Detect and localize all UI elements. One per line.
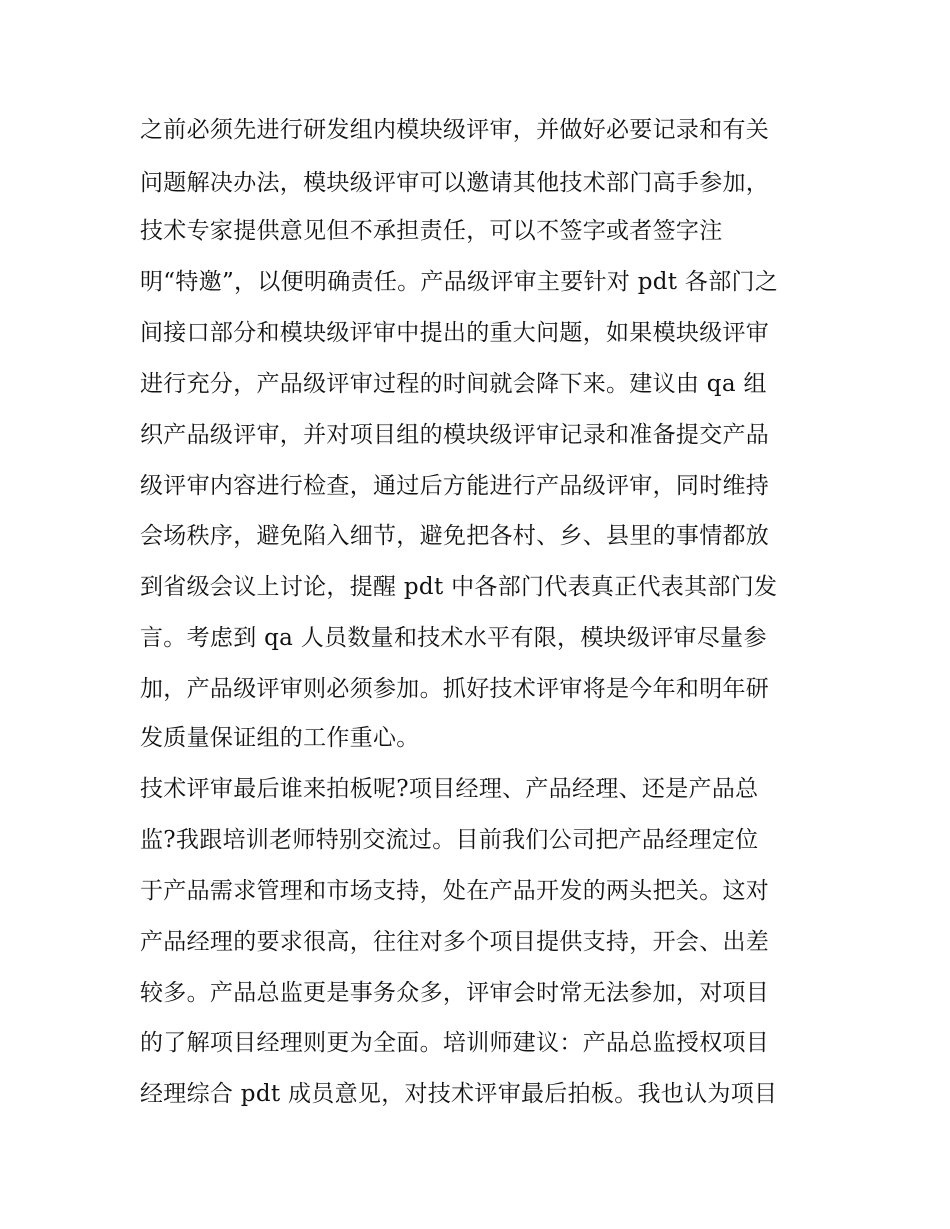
text-line: 较多。产品总监更是事务众多，评审会时常无法参加，对项目 <box>140 980 770 1006</box>
text-line: 言。考虑到 qa 人员数量和技术水平有限，模块级评审尽量参 <box>140 625 767 651</box>
text-line: 产品经理的要求很高，往往对多个项目提供支持，开会、出差 <box>140 929 770 955</box>
text-line: 进行充分，产品级评审过程的时间就会降下来。建议由 qa 组 <box>140 371 767 397</box>
text-line: 加，产品级评审则必须参加。抓好技术评审将是今年和明年研 <box>140 676 770 702</box>
text-line: 会场秩序，避免陷入细节，避免把各村、乡、县里的事情都放 <box>140 523 770 549</box>
text-line: 发质量保证组的工作重心。 <box>140 725 420 751</box>
text-line: 监?我跟培训老师特别交流过。目前我们公司把产品经理定位 <box>140 827 759 853</box>
text-line: 的了解项目经理则更为全面。培训师建议：产品总监授权项目 <box>140 1030 770 1056</box>
text-line: 问题解决办法，模块级评审可以邀请其他技术部门高手参加， <box>140 170 770 196</box>
text-line: 经理综合 pdt 成员意见，对技术评审最后拍板。我也认为项目 <box>140 1081 778 1107</box>
text-line: 到省级会议上讨论，提醒 pdt 中各部门代表真正代表其部门发 <box>140 574 778 600</box>
text-line: 织产品级评审，并对项目组的模块级评审记录和准备提交产品 <box>140 422 770 448</box>
text-line: 技术专家提供意见但不承担责任，可以不签字或者签字注 <box>140 218 723 244</box>
text-line: 之前必须先进行研发组内模块级评审，并做好必要记录和有关 <box>140 117 770 143</box>
text-line: 间接口部分和模块级评审中提出的重大问题，如果模块级评审 <box>140 320 770 346</box>
text-line: 明“特邀”，以便明确责任。产品级评审主要针对 pdt 各部门之 <box>140 269 779 295</box>
text-line: 于产品需求管理和市场支持，处在产品开发的两头把关。这对 <box>140 878 770 904</box>
text-line: 级评审内容进行检查，通过后方能进行产品级评审，同时维持 <box>140 473 770 499</box>
text-line: 技术评审最后谁来拍板呢?项目经理、产品经理、还是产品总 <box>140 776 759 802</box>
